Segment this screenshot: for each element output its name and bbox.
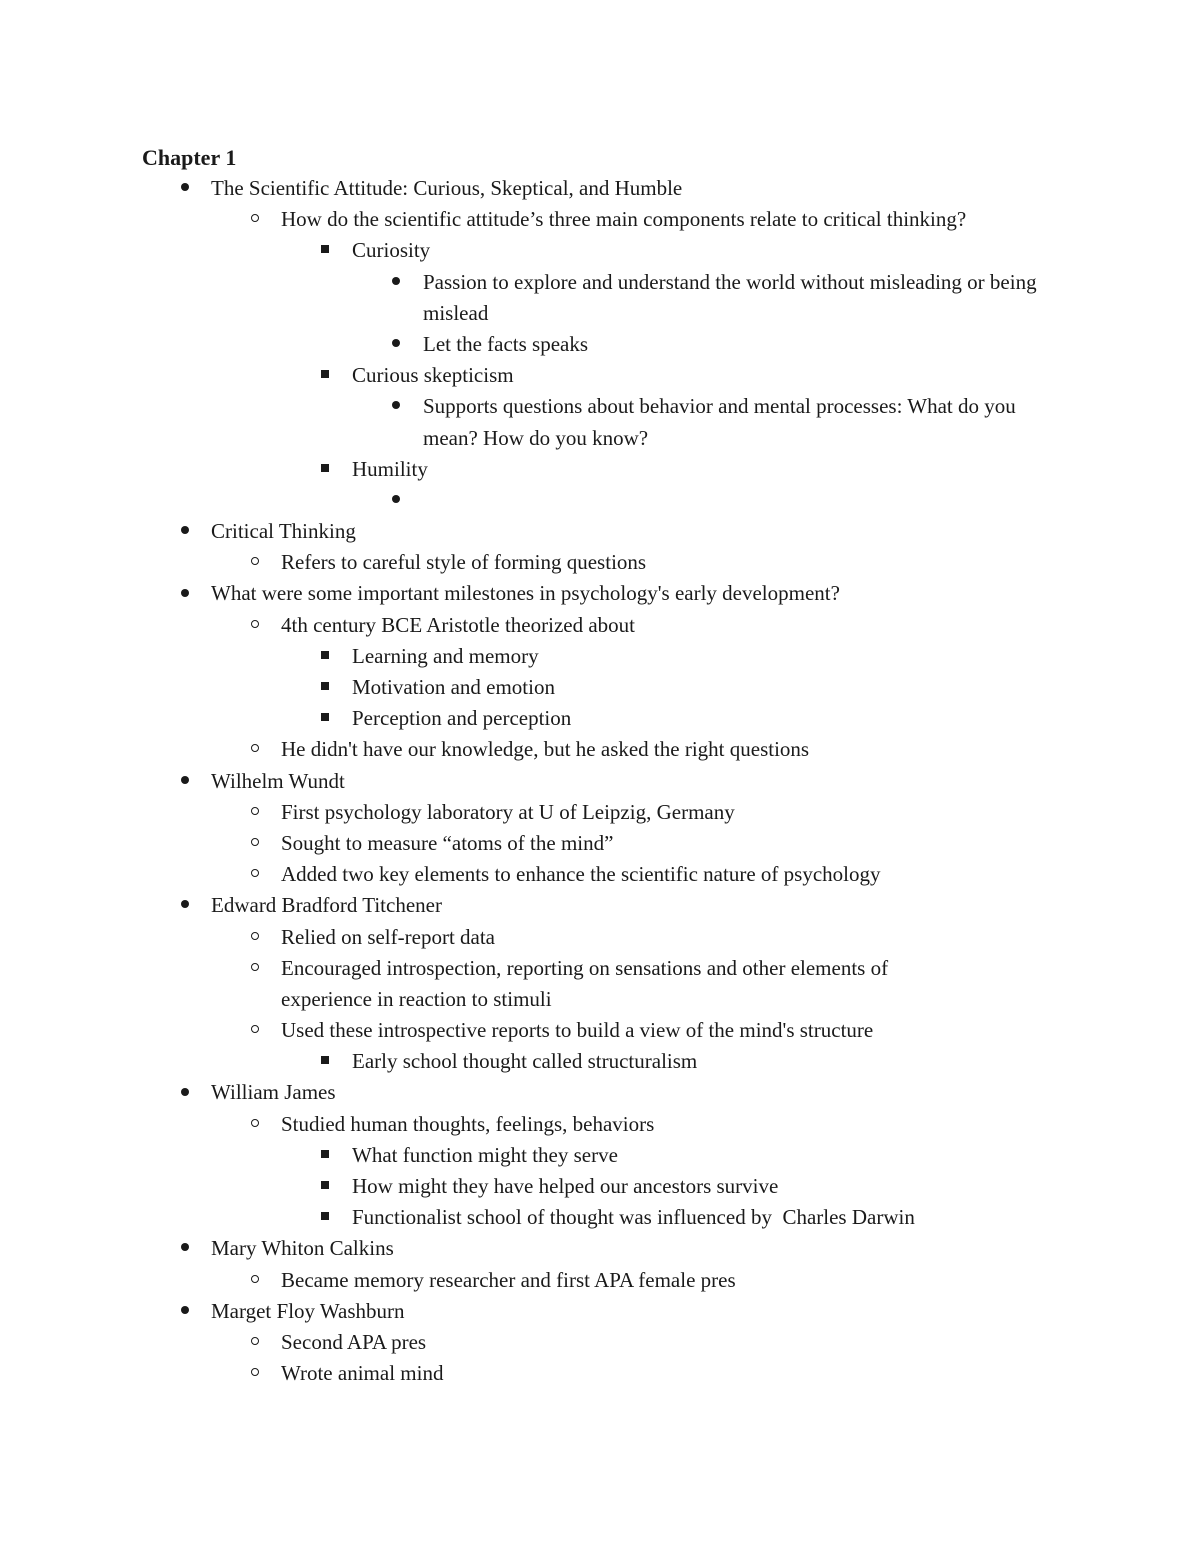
- list-item: Used these introspective reports to build a view of the mind's structure: [0, 1015, 1200, 1046]
- list-item: Wrote animal mind: [0, 1358, 1200, 1389]
- list-item: The Scientific Attitude: Curious, Skeptical, and Humble: [0, 173, 1200, 204]
- list-item: [0, 485, 1200, 516]
- list-item: First psychology laboratory at U of Leipzig, Germany: [0, 797, 1200, 828]
- list-item: Learning and memory: [0, 641, 1200, 672]
- square-bullet-icon: [315, 235, 335, 266]
- list-item: Motivation and emotion: [0, 672, 1200, 703]
- list-item: Became memory researcher and first APA female pres: [0, 1265, 1200, 1296]
- filled-bullet-icon: [386, 267, 406, 298]
- hollow-bullet-icon: [245, 797, 265, 828]
- square-bullet-icon: [315, 454, 335, 485]
- list-item: How might they have helped our ancestors survive: [0, 1171, 1200, 1202]
- filled-bullet-icon: [175, 516, 195, 547]
- list-item: Let the facts speaks: [0, 329, 1200, 360]
- page-title: Chapter 1: [142, 145, 237, 170]
- list-item: Early school thought called structuralism: [0, 1046, 1200, 1077]
- filled-bullet-icon: [175, 890, 195, 921]
- hollow-bullet-icon: [245, 859, 265, 890]
- list-item: Marget Floy Washburn: [0, 1296, 1200, 1327]
- list-item: William James: [0, 1077, 1200, 1108]
- list-item: Second APA pres: [0, 1327, 1200, 1358]
- hollow-bullet-icon: [245, 204, 265, 235]
- filled-bullet-icon: [175, 173, 195, 204]
- list-item: Mary Whiton Calkins: [0, 1233, 1200, 1264]
- list-item: Edward Bradford Titchener: [0, 890, 1200, 921]
- hollow-bullet-icon: [245, 1015, 265, 1046]
- list-item: Passion to explore and understand the world without misleading or being mislead: [0, 267, 1200, 329]
- square-bullet-icon: [315, 360, 335, 391]
- square-bullet-icon: [315, 641, 335, 672]
- square-bullet-icon: [315, 1046, 335, 1077]
- hollow-bullet-icon: [245, 734, 265, 765]
- hollow-bullet-icon: [245, 1358, 265, 1389]
- list-item: What were some important milestones in psychology's early development?: [0, 578, 1200, 609]
- square-bullet-icon: [315, 1202, 335, 1233]
- list-item: Refers to careful style of forming questions: [0, 547, 1200, 578]
- square-bullet-icon: [315, 672, 335, 703]
- list-item: Critical Thinking: [0, 516, 1200, 547]
- hollow-bullet-icon: [245, 1327, 265, 1358]
- list-item: Functionalist school of thought was influenced by Charles Darwin: [0, 1202, 1200, 1233]
- list-item: Studied human thoughts, feelings, behaviors: [0, 1109, 1200, 1140]
- list-item: 4th century BCE Aristotle theorized about: [0, 610, 1200, 641]
- list-item: Added two key elements to enhance the scientific nature of psychology: [0, 859, 1200, 890]
- notes-list: [0, 173, 1200, 1389]
- list-item: Encouraged introspection, reporting on sensations and other elements of experience in reaction to stimuli: [0, 953, 1200, 1015]
- square-bullet-icon: [315, 703, 335, 734]
- list-item: Humility: [0, 454, 1200, 485]
- hollow-bullet-icon: [245, 1109, 265, 1140]
- list-item: How do the scientific attitude’s three main components relate to critical thinking?: [0, 204, 1200, 235]
- list-item: Wilhelm Wundt: [0, 766, 1200, 797]
- hollow-bullet-icon: [245, 1265, 265, 1296]
- list-item: What function might they serve: [0, 1140, 1200, 1171]
- list-item: Relied on self-report data: [0, 922, 1200, 953]
- hollow-bullet-icon: [245, 828, 265, 859]
- hollow-bullet-icon: [245, 610, 265, 641]
- filled-bullet-icon: [386, 391, 406, 422]
- filled-bullet-icon: [175, 1233, 195, 1264]
- list-item: Supports questions about behavior and mental processes: What do you mean? How do you know?: [0, 391, 1200, 453]
- list-item: Perception and perception: [0, 703, 1200, 734]
- list-item: Curiosity: [0, 235, 1200, 266]
- filled-bullet-icon: [175, 1296, 195, 1327]
- list-item: Curious skepticism: [0, 360, 1200, 391]
- filled-bullet-icon: [386, 329, 406, 360]
- hollow-bullet-icon: [245, 922, 265, 953]
- square-bullet-icon: [315, 1140, 335, 1171]
- filled-bullet-icon: [175, 578, 195, 609]
- filled-bullet-icon: [175, 766, 195, 797]
- list-item: Sought to measure “atoms of the mind”: [0, 828, 1200, 859]
- filled-bullet-icon: [386, 485, 406, 516]
- square-bullet-icon: [315, 1171, 335, 1202]
- hollow-bullet-icon: [245, 953, 265, 984]
- list-item: He didn't have our knowledge, but he asked the right questions: [0, 734, 1200, 765]
- hollow-bullet-icon: [245, 547, 265, 578]
- filled-bullet-icon: [175, 1077, 195, 1108]
